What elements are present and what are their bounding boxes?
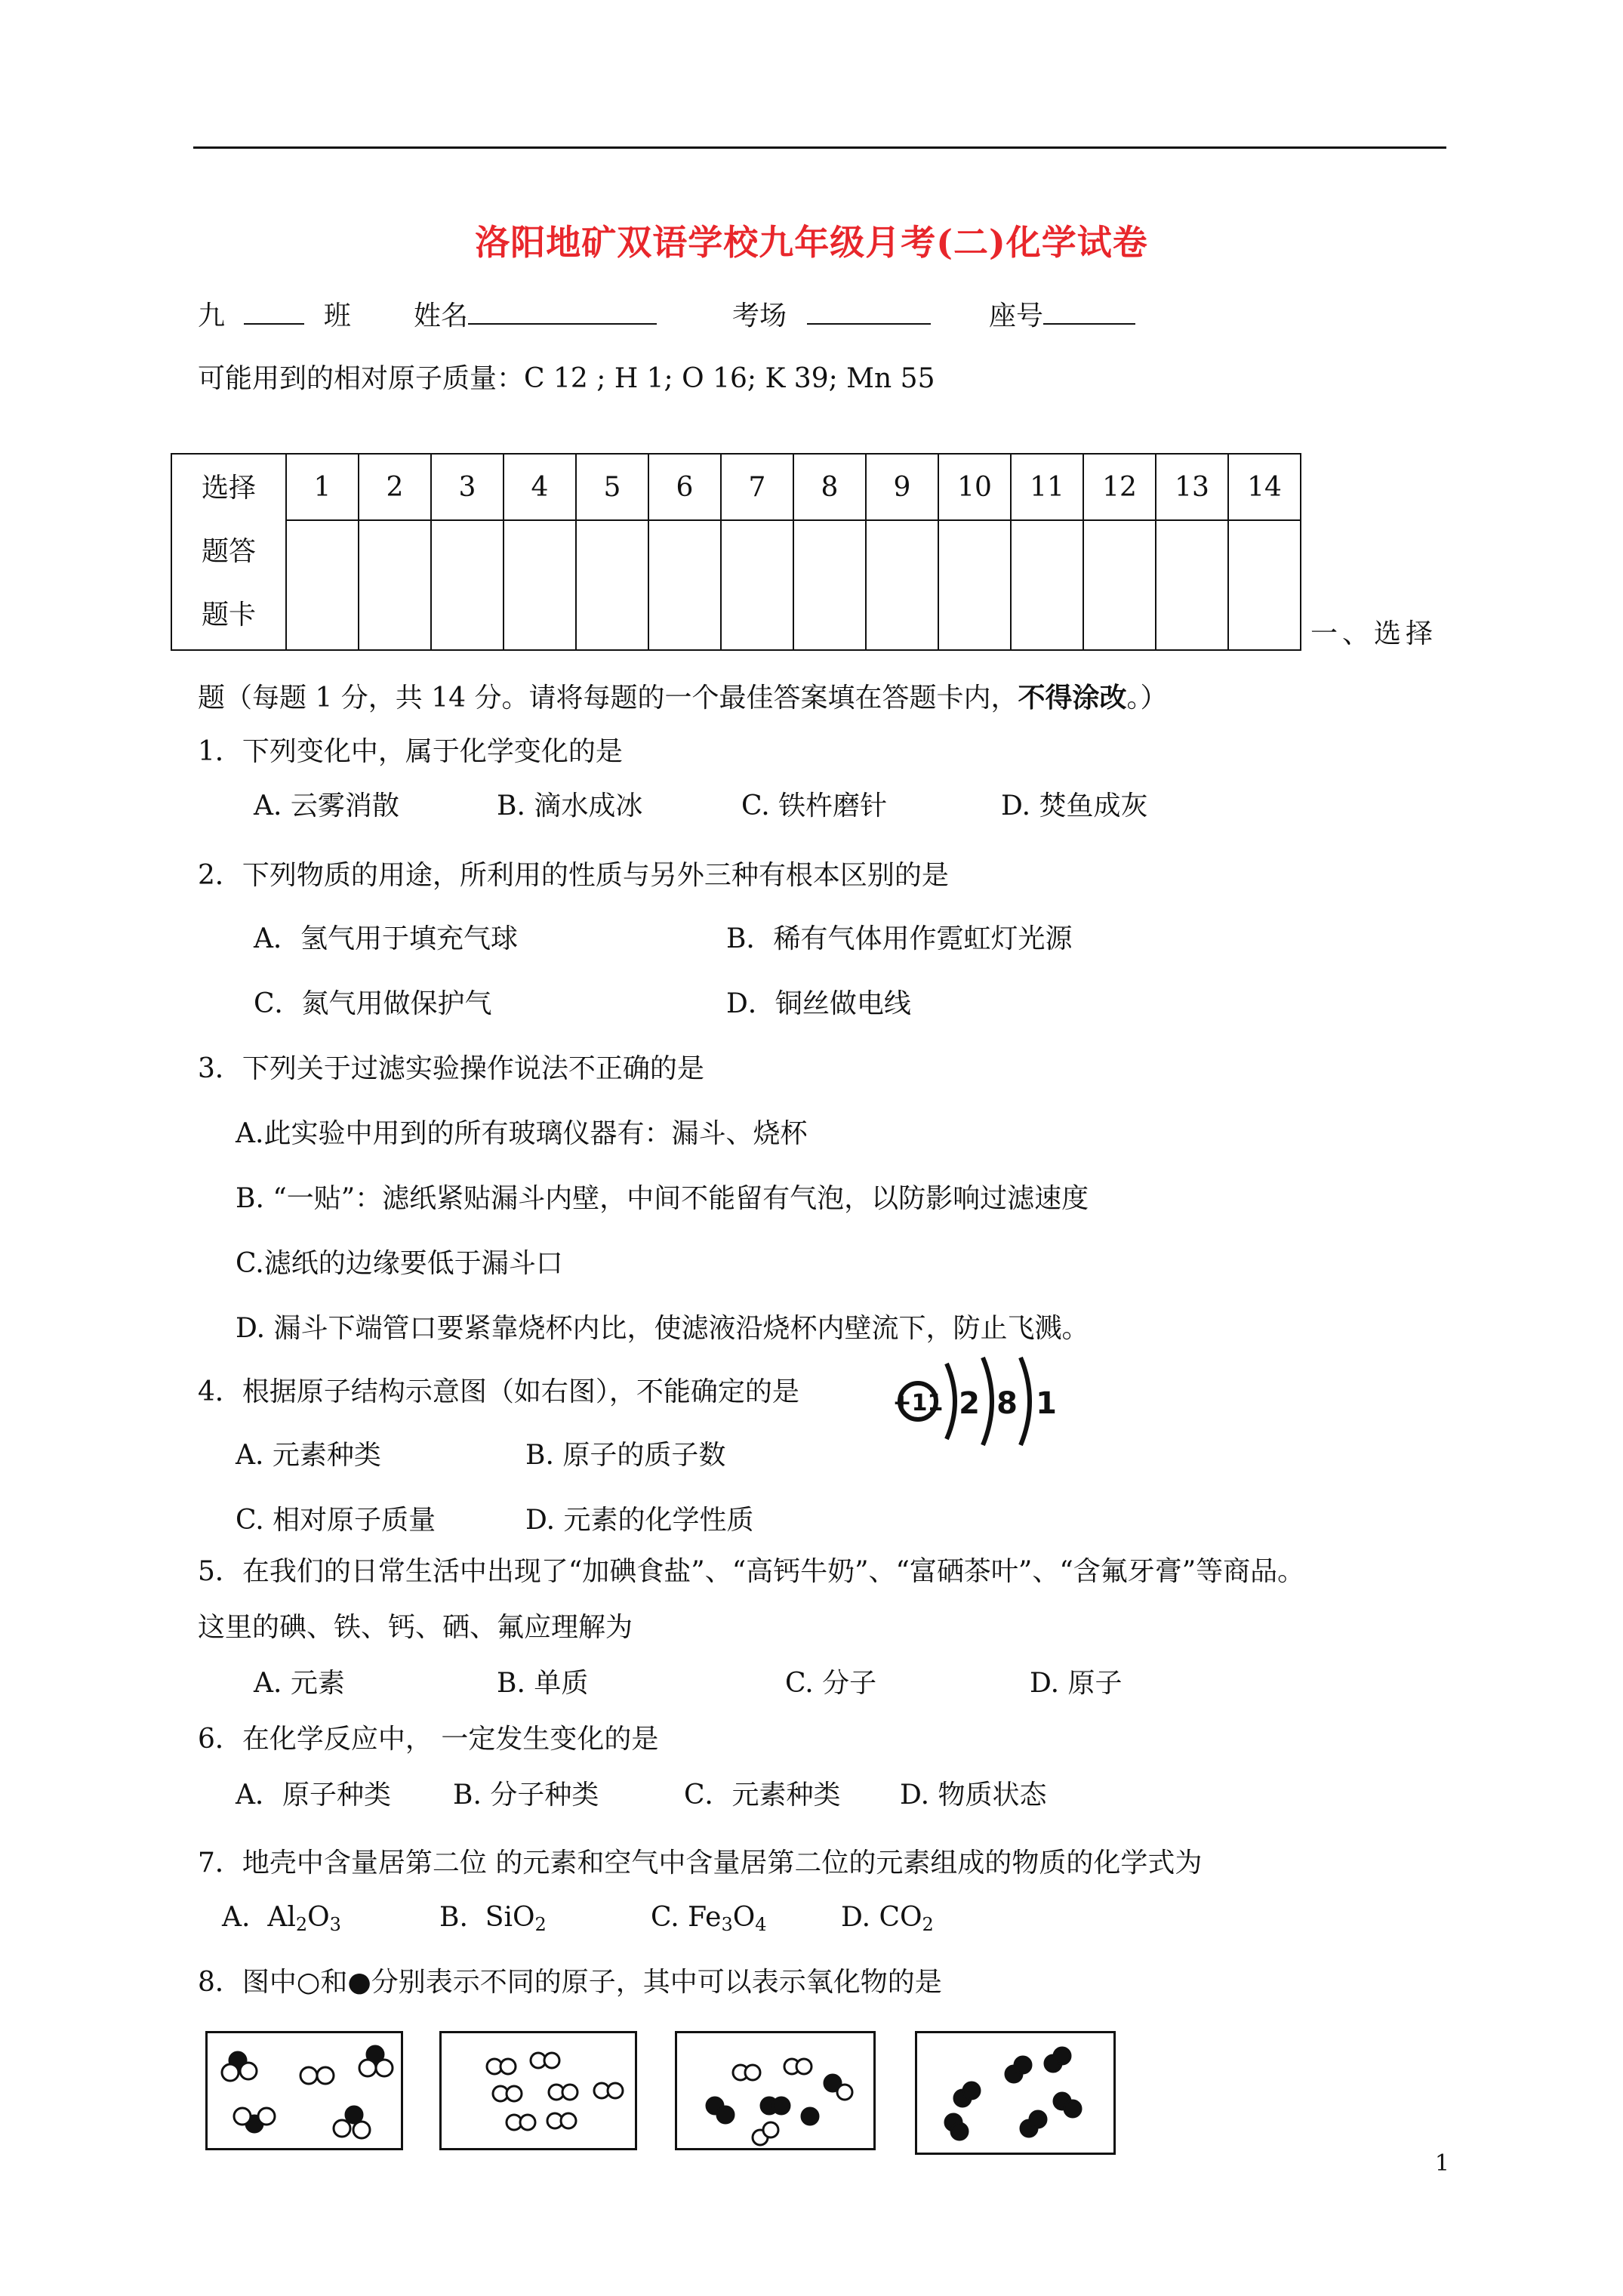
exam-title: 洛阳地矿双语学校九年级月考(二)化学试卷	[475, 222, 1148, 263]
answer-cell[interactable]	[866, 520, 938, 650]
q6-option-d[interactable]: D. 物质状态	[900, 1780, 1047, 1811]
shell-electrons: 2	[959, 1386, 980, 1421]
answer-number: 1	[286, 454, 359, 520]
q6-option-c[interactable]: C．元素种类	[684, 1780, 841, 1811]
q7-a-letter: A.	[222, 1902, 251, 1933]
answer-number: 14	[1228, 454, 1301, 520]
q6-option-b[interactable]: B. 分子种类	[453, 1780, 599, 1811]
q5-option-d[interactable]: D. 原子	[1030, 1668, 1123, 1699]
answer-card-label	[171, 454, 286, 650]
class-suffix: 班	[323, 300, 351, 331]
class-blank[interactable]	[244, 297, 304, 325]
q6-option-a[interactable]: A．原子种类	[236, 1780, 391, 1811]
q4-option-b[interactable]: B. 原子的质子数	[525, 1440, 726, 1471]
answer-cell[interactable]	[504, 520, 576, 650]
q1-option-a[interactable]: A. 云雾消散	[254, 791, 399, 821]
formula-subscript: 2	[922, 1914, 934, 1935]
instructions-bold: 不得涂改	[1018, 682, 1127, 713]
formula-subscript: 3	[721, 1914, 733, 1935]
answer-card-label-line: 题答	[201, 536, 256, 567]
q6-stem: 6．在化学反应中， 一定发生变化的是	[198, 1724, 659, 1755]
q7-option-d[interactable]	[841, 1901, 934, 1941]
answer-cell[interactable]	[721, 520, 793, 650]
q2-option-d[interactable]: D．铜丝做电线	[726, 988, 911, 1019]
formula-subscript: 2	[295, 1914, 308, 1935]
formula-part: Al	[267, 1902, 296, 1933]
room-field	[732, 297, 931, 333]
q3-option-b[interactable]: B. “一贴”：滤纸紧贴漏斗内壁，中间不能留有气泡，以防影响过滤速度	[236, 1183, 1089, 1214]
formula-part: SiO	[485, 1902, 535, 1933]
q3-stem: 3．下列关于过滤实验操作说法不正确的是	[198, 1053, 704, 1084]
class-field	[198, 297, 351, 333]
q4-option-c[interactable]: C. 相对原子质量	[236, 1505, 436, 1536]
answer-number: 11	[1011, 454, 1083, 520]
q8-picture-c[interactable]	[675, 2031, 876, 2150]
formula-part: C. Fe	[651, 1902, 722, 1933]
seat-field	[989, 297, 1135, 333]
q1-option-b[interactable]: B. 滴水成冰	[497, 791, 643, 821]
q2-option-c[interactable]: C．氮气用做保护气	[254, 988, 492, 1019]
answer-number: 10	[938, 454, 1011, 520]
q5-stem-line2: 这里的碘、铁、钙、硒、氟应理解为	[198, 1612, 633, 1643]
shell-electrons: 1	[1036, 1386, 1057, 1421]
answer-number: 3	[431, 454, 504, 520]
electron-shell-arc	[983, 1358, 992, 1445]
answer-number: 12	[1083, 454, 1156, 520]
q3-option-a[interactable]: A.此实验中用到的所有玻璃仪器有：漏斗、烧杯	[236, 1118, 808, 1149]
seat-blank[interactable]	[1043, 297, 1135, 325]
class-prefix: 九	[198, 300, 226, 331]
answer-cell[interactable]	[286, 520, 359, 650]
answer-number: 13	[1156, 454, 1228, 520]
q3-option-c[interactable]: C.滤纸的边缘要低于漏斗口	[236, 1248, 563, 1279]
name-blank[interactable]	[468, 297, 657, 325]
q7-option-a[interactable]	[222, 1901, 341, 1941]
q1-option-c[interactable]: C. 铁杵磨针	[741, 791, 888, 821]
q7-b-letter: B.	[439, 1902, 468, 1933]
q8-stem: 8．图中○和●分别表示不同的原子，其中可以表示氧化物的是	[198, 1967, 942, 1998]
q1-option-d[interactable]: D. 焚鱼成灰	[1001, 791, 1148, 821]
q5-option-c[interactable]: C. 分子	[785, 1668, 877, 1699]
q7-stem: 7．地壳中含量居第二位 的元素和空气中含量居第二位的元素组成的物质的化学式为	[198, 1848, 1203, 1878]
answer-number: 8	[793, 454, 866, 520]
answer-number: 4	[504, 454, 576, 520]
answer-number: 6	[648, 454, 721, 520]
answer-cell[interactable]	[648, 520, 721, 650]
q2-stem: 2．下列物质的用途，所利用的性质与另外三种有根本区别的是	[198, 860, 949, 891]
formula-subscript: 3	[329, 1914, 341, 1935]
formula-part: O	[307, 1902, 330, 1933]
room-label: 考场	[732, 300, 787, 331]
q2-option-a[interactable]: A．氢气用于填充气球	[254, 923, 518, 954]
answer-card-label-line: 选择	[201, 473, 256, 504]
q2-option-b[interactable]: B．稀有气体用作霓虹灯光源	[726, 923, 1073, 954]
q7-option-b[interactable]	[439, 1901, 547, 1941]
formula-subscript: 2	[534, 1914, 547, 1935]
shell-electrons: 8	[996, 1386, 1018, 1421]
q5-option-b[interactable]: B. 单质	[497, 1668, 589, 1699]
answer-cell[interactable]	[1228, 520, 1301, 650]
answer-cell[interactable]	[938, 520, 1011, 650]
page-number: 1	[1434, 2150, 1449, 2177]
answer-number: 5	[576, 454, 648, 520]
top-rule	[193, 146, 1446, 149]
name-field	[414, 297, 657, 333]
q4-option-a[interactable]: A. 元素种类	[236, 1440, 381, 1471]
formula-part: D. CO	[841, 1902, 922, 1933]
instructions-tail: 。）	[1126, 683, 1168, 713]
instructions-lead: 题（每题 1 分，共 14 分。请将每题的一个最佳答案填在答题卡内，	[198, 683, 1018, 713]
q1-stem: 1．下列变化中，属于化学变化的是	[198, 736, 623, 767]
q5-option-a[interactable]: A. 元素	[254, 1668, 345, 1699]
answer-cell[interactable]	[576, 520, 648, 650]
answer-cell[interactable]	[1083, 520, 1156, 650]
answer-card-table	[171, 453, 1301, 651]
answer-number: 2	[359, 454, 431, 520]
atomic-mass-line: 可能用到的相对原子质量：C 12 ; H 1; O 16; K 39; Mn 55	[198, 363, 935, 394]
answer-cell[interactable]	[1156, 520, 1228, 650]
atomic-structure-diagram	[891, 1344, 1072, 1457]
room-blank[interactable]	[807, 297, 931, 325]
formula-subscript: 4	[755, 1914, 767, 1935]
answer-cell[interactable]	[1011, 520, 1083, 650]
q5-stem-line1: 5．在我们的日常生活中出现了“加碘食盐”、“高钙牛奶”、“富硒茶叶”、“含氟牙膏”等商品。	[198, 1556, 1305, 1587]
answer-cell[interactable]	[359, 520, 431, 650]
answer-card-label-line: 题卡	[201, 599, 256, 630]
section1-instructions	[198, 681, 1168, 715]
q4-stem: 4．根据原子结构示意图（如右图），不能确定的是	[198, 1376, 799, 1407]
answer-cell[interactable]	[793, 520, 866, 650]
answer-cell[interactable]	[431, 520, 504, 650]
q8-picture-b[interactable]	[439, 2031, 637, 2150]
section1-title: 一、选择	[1310, 618, 1438, 649]
nucleus-charge: +11	[892, 1390, 944, 1416]
electron-shell-arc	[1021, 1358, 1030, 1445]
name-label: 姓名	[414, 300, 469, 331]
electron-shell-arc	[947, 1364, 955, 1439]
q8-picture-a[interactable]	[205, 2031, 403, 2150]
answer-number: 9	[866, 454, 938, 520]
seat-label: 座号	[989, 300, 1044, 331]
q4-option-d[interactable]: D. 元素的化学性质	[525, 1505, 754, 1536]
q8-picture-d[interactable]	[915, 2031, 1116, 2155]
answer-number: 7	[721, 454, 793, 520]
formula-part: O	[732, 1902, 756, 1933]
q3-option-d[interactable]: D. 漏斗下端管口要紧靠烧杯内比，使滤液沿烧杯内壁流下，防止飞溅。	[236, 1313, 1089, 1344]
q7-option-c[interactable]	[651, 1901, 767, 1941]
